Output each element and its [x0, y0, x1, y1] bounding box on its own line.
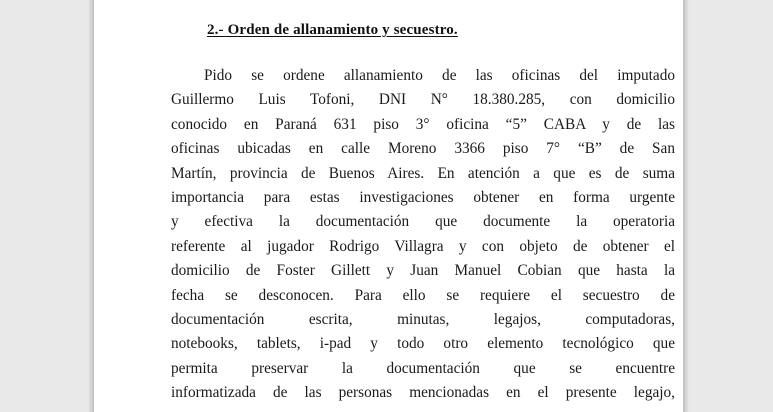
- paragraph-line: fecha se desconocen. Para ello se requiere el secuestro de: [171, 286, 675, 304]
- paragraph-line: informatizada de las personas mencionadas en el presente legajo,: [171, 384, 675, 402]
- paragraph-line: documentación escrita, minutas, legajos, computadoras,: [171, 310, 675, 328]
- paragraph-line: Martín, provincia de Buenos Aires. En atención a que es de suma: [171, 164, 675, 182]
- paragraph-line: oficinas ubicadas en calle Moreno 3366 piso 7° “B” de San: [171, 140, 675, 158]
- paragraph-line: y efectiva la documentación que documente la operatoria: [171, 213, 675, 231]
- paragraph-line: permita preservar la documentación que se encuentre: [171, 359, 675, 377]
- paragraph-line: domicilio de Foster Gillett y Juan Manuel Cobian que hasta la: [171, 262, 675, 280]
- paragraph-line: Pido se ordene allanamiento de las oficinas del imputado: [204, 67, 675, 84]
- page-shadow-right: [683, 0, 689, 412]
- paragraph-line: Guillermo Luis Tofoni, DNI N° 18.380.285, con domicilio: [171, 91, 675, 109]
- paragraph-body: [171, 64, 675, 405]
- document-page: [94, 0, 683, 412]
- paragraph-line: referente al jugador Rodrigo Villagra y con objeto de obtener el: [171, 237, 675, 255]
- paragraph-line: notebooks, tablets, i-pad y todo otro elemento tecnológico que: [171, 335, 675, 353]
- section-heading: 2.- Orden de allanamiento y secuestro.: [207, 22, 458, 38]
- paragraph-line: conocido en Paraná 631 piso 3° oficina “5” CABA y de las: [171, 115, 675, 133]
- paragraph-line: importancia para estas investigaciones obtener en forma urgente: [171, 188, 675, 206]
